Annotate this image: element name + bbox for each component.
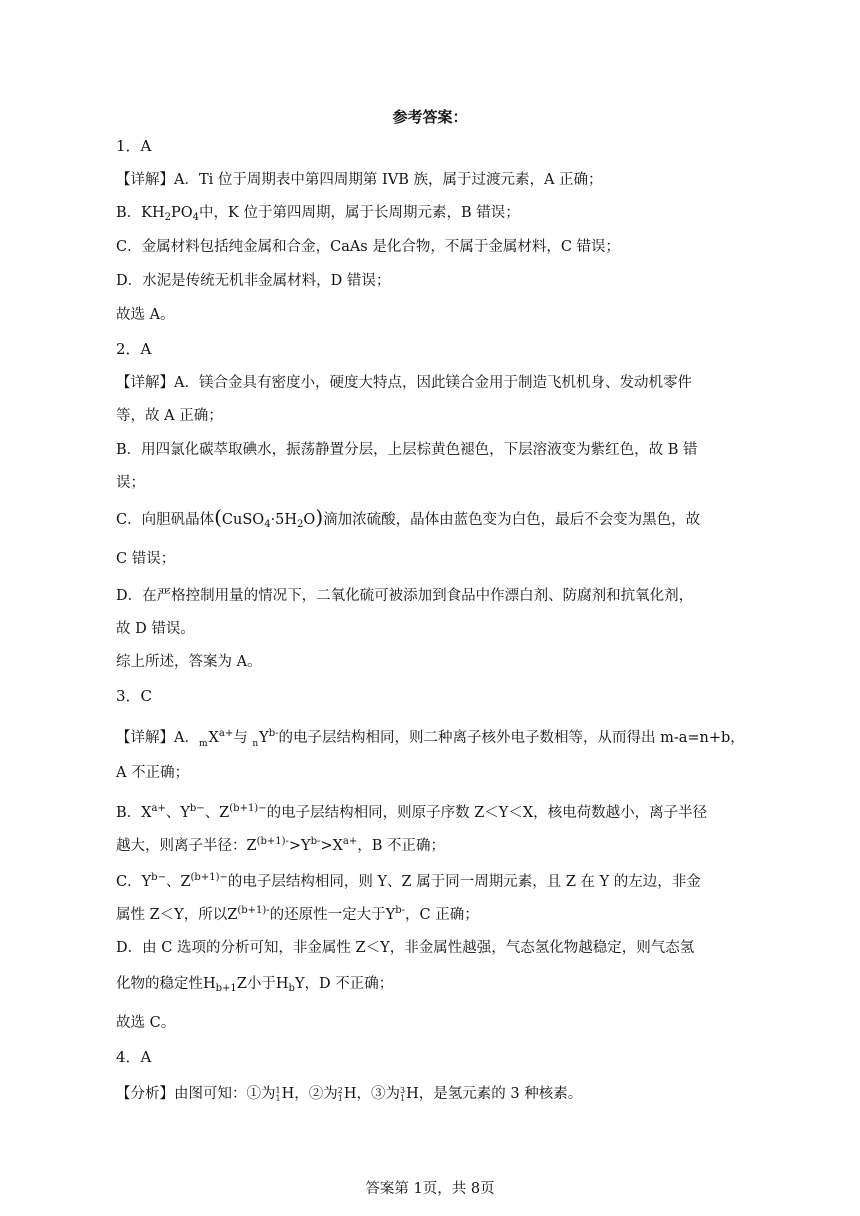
q3-line-5: C．$Y^{b-}$、$Z^{(b+1)-}$的电子层结构相同，则 Y、Z 属于同一周期元素，且 Z 在 Y 的左边，非金 [116,872,701,890]
isotope-2: 2 1 [337,1086,343,1103]
isotope-3: 3 1 [400,1086,406,1103]
q3-line-4: 越大，则离子半径：$Z^{(b+1)-}>Y^{b-}>X^{a+}$，B 不正确； [116,836,446,854]
q1-line-1: 【详解】A．Ti 位于周期表中第四周期第 IVB 族，属于过渡元素，A 正确； [116,172,603,188]
q2-line-9: 综上所述，答案为 A。 [116,654,262,670]
q3-line-8: 化物的稳定性$H_{b+1}Z$小于$H_bY$，D 不正确； [116,976,394,994]
page-footer: 答案第 1页，共 8页 [365,1181,495,1197]
q3-line-6: 属性 Z＜Y，所以$Z^{(b+1)-}$的还原性一定大于$Y^{b-}$，C 正确； [116,905,479,923]
q2-line-1: 【详解】A．镁合金具有密度小，硬度大特点，因此镁合金用于制造飞机机身、发动机零件 [116,375,692,391]
q4-number: 4．A [116,1048,152,1066]
q3-line-2: A 不正确； [116,765,190,781]
q3-number: 3．C [116,687,153,705]
q1-line-5: 故选 A。 [116,307,175,323]
isotope-1: 1 1 [275,1086,281,1103]
q2-line-6: C 错误； [116,551,176,567]
q2-line-4: 误； [116,475,145,491]
page-title: 参考答案： [392,108,468,126]
q2-line-7: D．在严格控制用量的情况下，二氧化硫可被添加到食品中作漂白剂、防腐剂和抗氧化剂， [116,588,694,604]
q2-line-8: 故 D 错误。 [116,621,195,637]
q1-number: 1．A [116,137,152,155]
q3-line-7: D．由 C 选项的分析可知，非金属性 Z＜Y，非金属性越强，气态氢化物越稳定，则气态氢 [116,940,695,956]
q1-line-4: D．水泥是传统无机非金属材料，D 错误； [116,273,391,289]
q2-line-2: 等，故 A 正确； [116,408,223,424]
q2-number: 2．A [116,340,152,358]
q3-line-9: 故选 C。 [116,1015,176,1031]
q2-line-3: B．用四氯化碳萃取碘水，振荡静置分层，上层棕黄色褪色，下层溶液变为紫红色，故 B 错 [116,442,698,458]
q3-line-3: B．$X^{a+}$、$Y^{b-}$、$Z^{(b+1)-}$的电子层结构相同，则原子序数 Z＜Y＜X，核电荷数越小，离子半径 [116,803,708,821]
q1-line-3: C．金属材料包括纯金属和合金，CaAs 是化合物，不属于金属材料，C 错误； [116,239,621,255]
q4-line-1: 【分析】由图可知：①为1 1H，②为2 1H，③为3 1H，是氢元素的 3 种核素。 [116,1086,583,1103]
q2-line-5: C．向胆矾晶体$(CuSO_4\cdot 5H_2O)$滴加浓硫酸，晶体由蓝色变为白色，最后不会变为黑色，故 [116,505,701,530]
q1-line-2: B．$KH_2PO_4$中，K 位于第四周期，属于长周期元素，B 错误； [116,205,520,223]
q3-line-1: 【详解】A．$_mX^{a+}$与 $_nY^{b-}$的电子层结构相同，则二种离子核外电子数相等，从而得出 m-a=n+b， [116,728,745,749]
